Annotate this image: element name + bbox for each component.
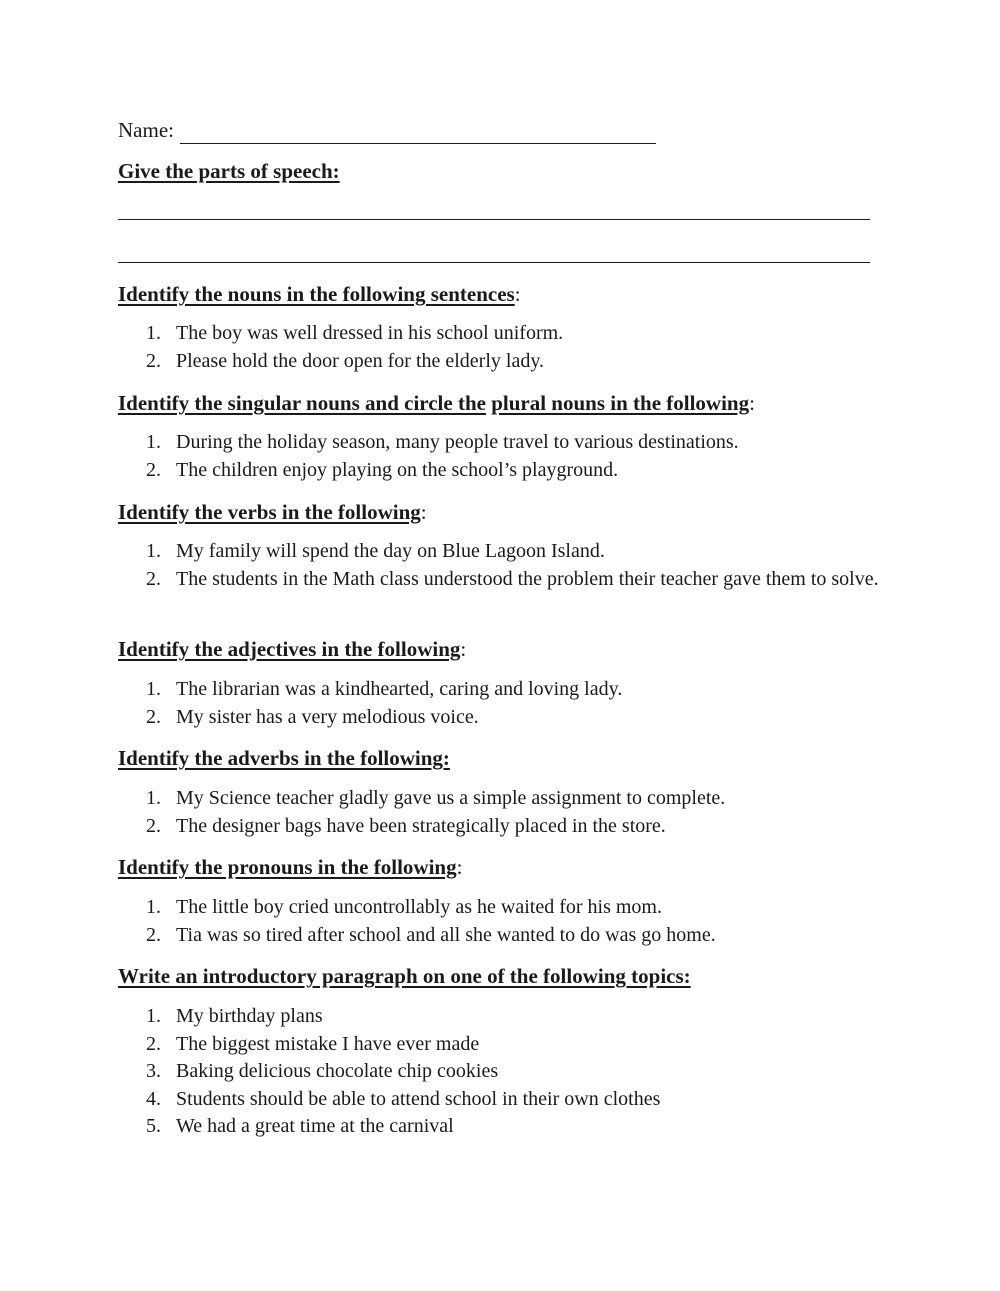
- name-blank-line: [180, 123, 656, 144]
- singular-heading-text: Identify the singular nouns and circle the: [118, 391, 486, 415]
- nouns-heading: [118, 280, 521, 308]
- list-item: [118, 1113, 888, 1141]
- verbs-heading-colon: :: [420, 500, 427, 524]
- adjectives-heading: [118, 635, 466, 663]
- adjectives-heading-text: Identify the adjectives in the following: [118, 637, 461, 661]
- list-item: [118, 922, 888, 950]
- list-item-text: My family will spend the day on Blue Lagoon Island.: [176, 540, 605, 562]
- answer-line-1: [118, 219, 870, 220]
- list-item-text: We had a great time at the carnival: [176, 1115, 454, 1137]
- list-item: [118, 1031, 888, 1059]
- list-number: 2.: [146, 1032, 161, 1055]
- verbs-heading-text: Identify the verbs in the following: [118, 500, 421, 524]
- list-item: [118, 538, 888, 566]
- list-number: 1.: [146, 896, 161, 918]
- list-number: 1.: [146, 431, 161, 453]
- adverbs-heading: [118, 744, 450, 772]
- list-item-text: Students should be able to attend school in their own clothes: [176, 1087, 661, 1110]
- list-item-text: The students in the Math class understood the problem their teacher gave them to solve.: [176, 567, 879, 590]
- list-item-text: The children enjoy playing on the school’s playground.: [176, 458, 619, 481]
- list-number: 2.: [146, 705, 161, 728]
- nouns-heading-text: Identify the nouns in the following sentences: [118, 282, 515, 306]
- list-item-text: My sister has a very melodious voice.: [176, 705, 479, 728]
- answer-line-2: [118, 262, 870, 263]
- list-item: [118, 457, 888, 485]
- list-item-text: My Science teacher gladly gave us a simple assignment to complete.: [176, 787, 726, 809]
- list-item-text: Baking delicious chocolate chip cookies: [176, 1060, 499, 1082]
- list-item: [118, 1003, 888, 1031]
- list-item: [118, 1058, 888, 1086]
- list-item-text: Tia was so tired after school and all she wanted to do was go home.: [176, 923, 716, 946]
- singular-plural-list: [118, 429, 888, 484]
- paragraph-topics-heading-text: Write an introductory paragraph on one of the following topics:: [118, 964, 691, 988]
- list-item-text: The librarian was a kindhearted, caring and loving lady.: [176, 678, 623, 700]
- list-number: 5.: [146, 1115, 161, 1137]
- verbs-heading: [118, 498, 427, 526]
- list-number: 2.: [146, 349, 161, 372]
- list-item-text: The little boy cried uncontrollably as he waited for his mom.: [176, 896, 662, 918]
- list-number: 1.: [146, 787, 161, 809]
- list-item: [118, 348, 888, 376]
- parts-of-speech-heading: [118, 157, 340, 185]
- pronouns-heading: [118, 853, 462, 881]
- pronouns-heading-text: Identify the pronouns in the following: [118, 855, 457, 879]
- list-item-text: The biggest mistake I have ever made: [176, 1032, 480, 1055]
- singular-plural-heading-colon: :: [749, 391, 755, 415]
- list-item-text: The designer bags have been strategically placed in the store.: [176, 814, 666, 837]
- list-item-text: During the holiday season, many people travel to various destinations.: [176, 431, 739, 453]
- list-number: 1.: [146, 540, 161, 562]
- name-label: Name:: [118, 118, 174, 142]
- list-number: 2.: [146, 923, 161, 946]
- adverbs-list: [118, 785, 888, 840]
- nouns-heading-colon: :: [514, 282, 521, 306]
- list-item: [118, 785, 888, 813]
- list-number: 2.: [146, 567, 161, 590]
- pronouns-list: [118, 894, 888, 949]
- adverbs-heading-text: Identify the adverbs in the following:: [118, 746, 450, 770]
- list-item: [118, 894, 888, 922]
- list-item: [118, 429, 888, 457]
- list-item: [118, 676, 888, 704]
- list-number: 4.: [146, 1087, 161, 1110]
- pronouns-heading-colon: :: [456, 855, 463, 879]
- list-number: 1.: [146, 1005, 161, 1027]
- plural-heading-text: plural nouns in the following: [491, 391, 750, 415]
- list-number: 1.: [146, 322, 161, 344]
- list-number: 1.: [146, 678, 161, 700]
- verbs-list: [118, 538, 888, 593]
- list-item: [118, 566, 888, 594]
- list-item: [118, 1086, 888, 1114]
- list-item-text: My birthday plans: [176, 1005, 323, 1027]
- paragraph-topics-heading: [118, 962, 691, 990]
- list-number: 2.: [146, 458, 161, 481]
- list-number: 3.: [146, 1060, 161, 1082]
- adjectives-list: [118, 676, 888, 731]
- list-number: 2.: [146, 814, 161, 837]
- adjectives-heading-colon: :: [460, 637, 467, 661]
- list-item-text: The boy was well dressed in his school uniform.: [176, 322, 564, 344]
- list-item: [118, 320, 888, 348]
- nouns-list: [118, 320, 888, 375]
- list-item: [118, 704, 888, 732]
- paragraph-topics-list: [118, 1003, 888, 1141]
- name-row: [118, 116, 656, 144]
- list-item: [118, 813, 888, 841]
- list-item-text: Please hold the door open for the elderly lady.: [176, 349, 545, 372]
- parts-of-speech-heading-text: Give the parts of speech:: [118, 159, 340, 183]
- singular-plural-heading: [118, 389, 755, 417]
